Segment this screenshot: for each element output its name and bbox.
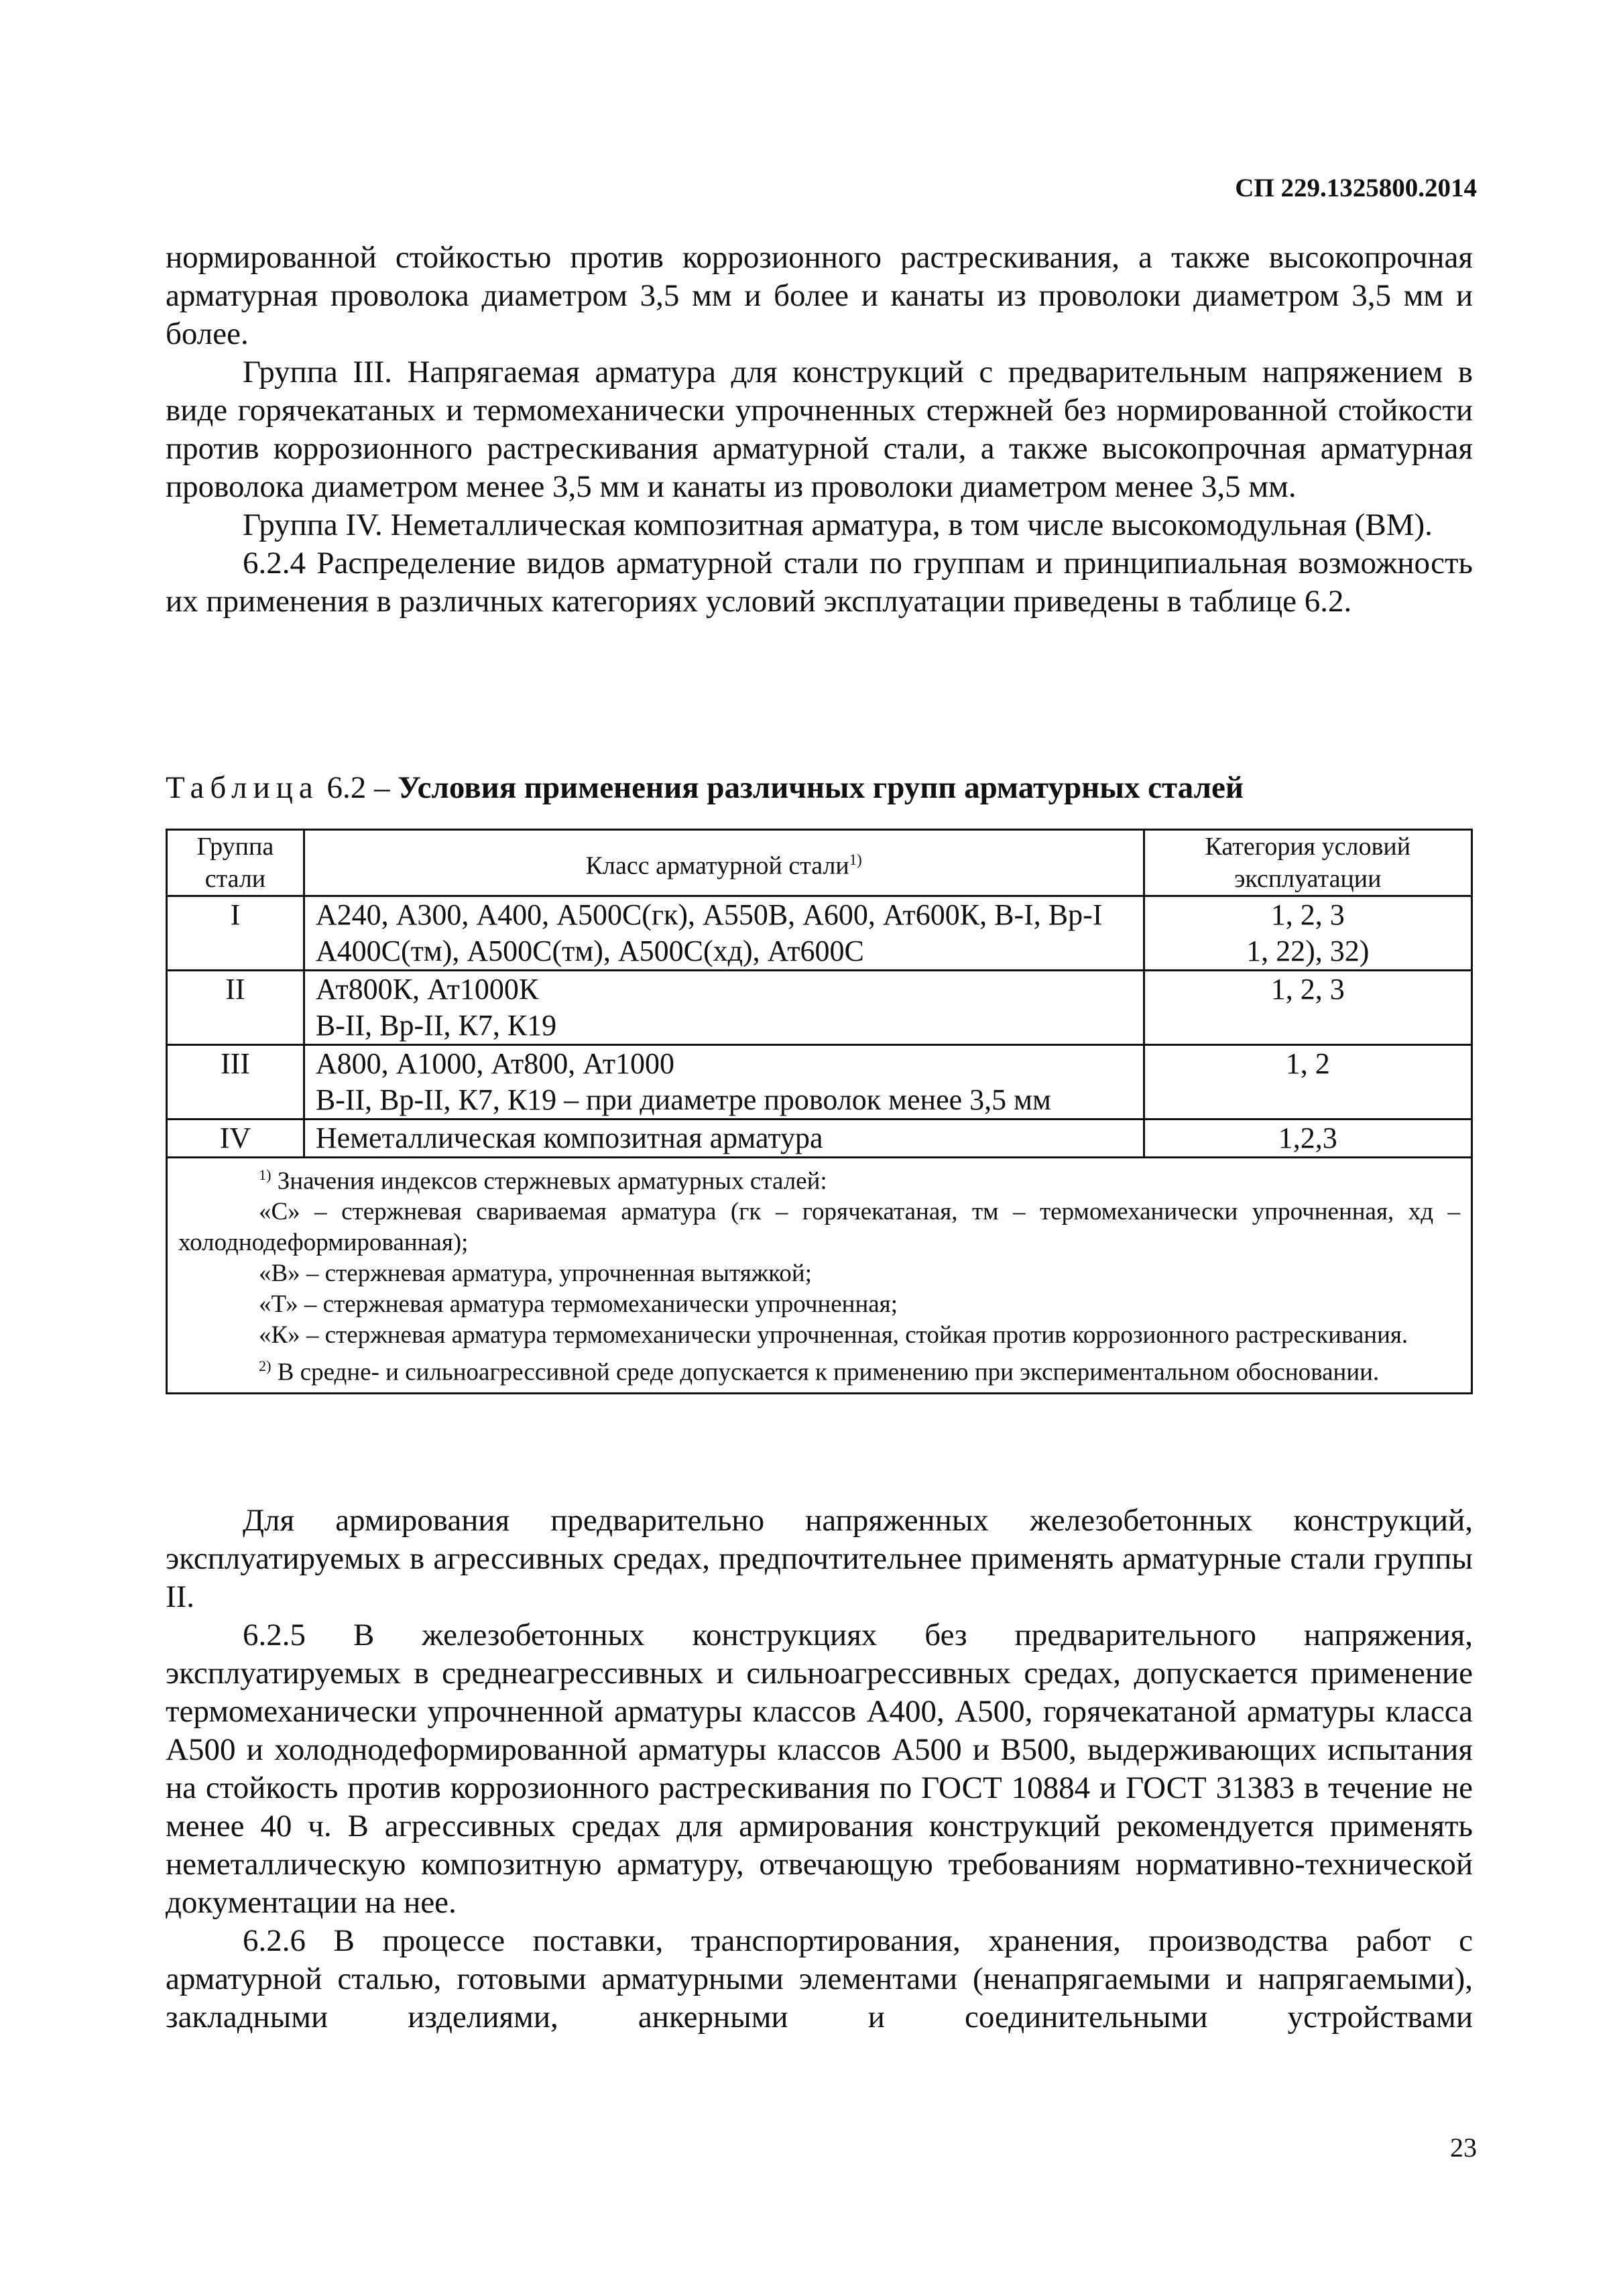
cell-class: Неметаллическая композитная арматура <box>304 1120 1144 1158</box>
cell-group: I <box>167 896 304 971</box>
header-group: Группа стали <box>167 830 304 896</box>
cell-class: А800, А1000, Ат800, Ат1000 В-II, Вр-II, К7, К19 – при диаметре проволок менее 3,5 мм <box>304 1045 1144 1120</box>
cell-class: А240, А300, А400, А500С(гк), А550В, А600, Ат600К, В-I, Вр-I А400С(тм), А500С(тм), А500С(хд), Ат600С <box>304 896 1144 971</box>
note-1-c: «С» – стержневая свариваемая арматура (гк – горячекатаная, тм – термомеханически упрочненная, хд – холоднодеформированная); <box>178 1198 1460 1257</box>
steel-groups-table <box>166 829 1473 1394</box>
table-row <box>167 1045 1472 1120</box>
table-row <box>167 896 1472 971</box>
document-code: СП 229.1325800.2014 <box>1235 174 1477 202</box>
note-1-title: $^{1)}$ Значения индексов стержневых арматурных сталей: <box>259 1166 827 1195</box>
paragraph: 6.2.6 В процессе поставки, транспортирования, хранения, производства работ с арматурной сталью, готовыми арматурными элементами (ненапрягаемыми и напрягаемыми), закладными изделиями, анкерными и соединительными устройствами <box>166 1923 1473 2035</box>
cell-group: II <box>167 971 304 1045</box>
paragraph: нормированной стойкостью против коррозионного растрескивания, а также высокопрочная арматурная проволока диаметром 3,5 мм и более и канаты из проволоки диаметром 3,5 мм и более. <box>166 240 1473 351</box>
table-caption-prefix: Таблица <box>166 770 319 805</box>
table-caption-title: Условия применения различных групп арматурных сталей <box>398 770 1244 805</box>
note-1-k: «К» – стержневая арматура термомеханически упрочненная, стойкая против коррозионного растрескивания. <box>259 1321 1408 1349</box>
cell-category: 1, 2, 3 <box>1144 971 1471 1045</box>
table-row <box>167 1120 1472 1158</box>
cell-category: 1,2,3 <box>1144 1120 1471 1158</box>
cell-group: III <box>167 1045 304 1120</box>
table-notes-row <box>167 1158 1472 1394</box>
cell-category: 1, 2, 3 1, 22), 32) <box>1144 896 1471 971</box>
header-category: Категория условий эксплуатации <box>1144 830 1471 896</box>
top-text-block <box>166 239 1473 621</box>
table-row <box>167 971 1472 1045</box>
header-class: Класс арматурной стали$^{1)}$ <box>304 830 1144 896</box>
cell-class: Ат800К, Ат1000К В-II, Вр-II, К7, К19 <box>304 971 1144 1045</box>
table-caption <box>166 770 1244 806</box>
paragraph: Группа IV. Неметаллическая композитная арматура, в том числе высокомодульная (ВМ). <box>243 507 1433 542</box>
cell-category: 1, 2 <box>1144 1045 1471 1120</box>
page-number: 23 <box>1450 2132 1477 2163</box>
paragraph: Для армирования предварительно напряженных железобетонных конструкций, эксплуатируемых в агрессивных средах, предпочтительнее применять арматурные стали группы II. <box>166 1503 1473 1614</box>
paragraph: Группа III. Напрягаемая арматура для конструкций с предварительным напряжением в виде горячекатаных и термомеханически упрочненных стержней без нормированной стойкости против коррозионного растрескивания арматурной стали, а также высокопрочная арматурная проволока диаметром менее 3,5 мм и канаты из проволоки диаметром менее 3,5 мм. <box>166 355 1473 504</box>
paragraph: 6.2.4 Распределение видов арматурной стали по группам и принципиальная возможность их применения в различных категориях условий эксплуатации приведены в таблице 6.2. <box>166 546 1473 619</box>
note-1-t: «Т» – стержневая арматура термомеханически упрочненная; <box>259 1290 898 1319</box>
table-notes <box>167 1158 1472 1394</box>
note-2: $^{2)}$ В средне- и сильноагрессивной среде допускается к применению при экспериментальном обосновании. <box>259 1357 1380 1386</box>
cell-group: IV <box>167 1120 304 1158</box>
bottom-text-block <box>166 1502 1473 2037</box>
table-header-row <box>167 830 1472 896</box>
note-1-b: «В» – стержневая арматура, упрочненная вытяжкой; <box>259 1260 812 1288</box>
paragraph: 6.2.5 В железобетонных конструкциях без предварительного напряжения, эксплуатируемых в среднеагрессивных и сильноагрессивных средах, допускается применение термомеханически упрочненной арматуры классов А400, А500, горячекатаной арматуры класса А500 и холоднодеформированной арматуры классов А500 и В500, выдерживающих испытания на стойкость против коррозионного растрескивания по ГОСТ 10884 и ГОСТ 31383 в течение не менее 40 ч. В агрессивных средах для армирования конструкций рекомендуется применять неметаллическую композитную арматуру, отвечающую требованиям нормативно-технической документации на нее. <box>166 1618 1473 1920</box>
table-caption-number: 6.2 – <box>326 770 390 805</box>
